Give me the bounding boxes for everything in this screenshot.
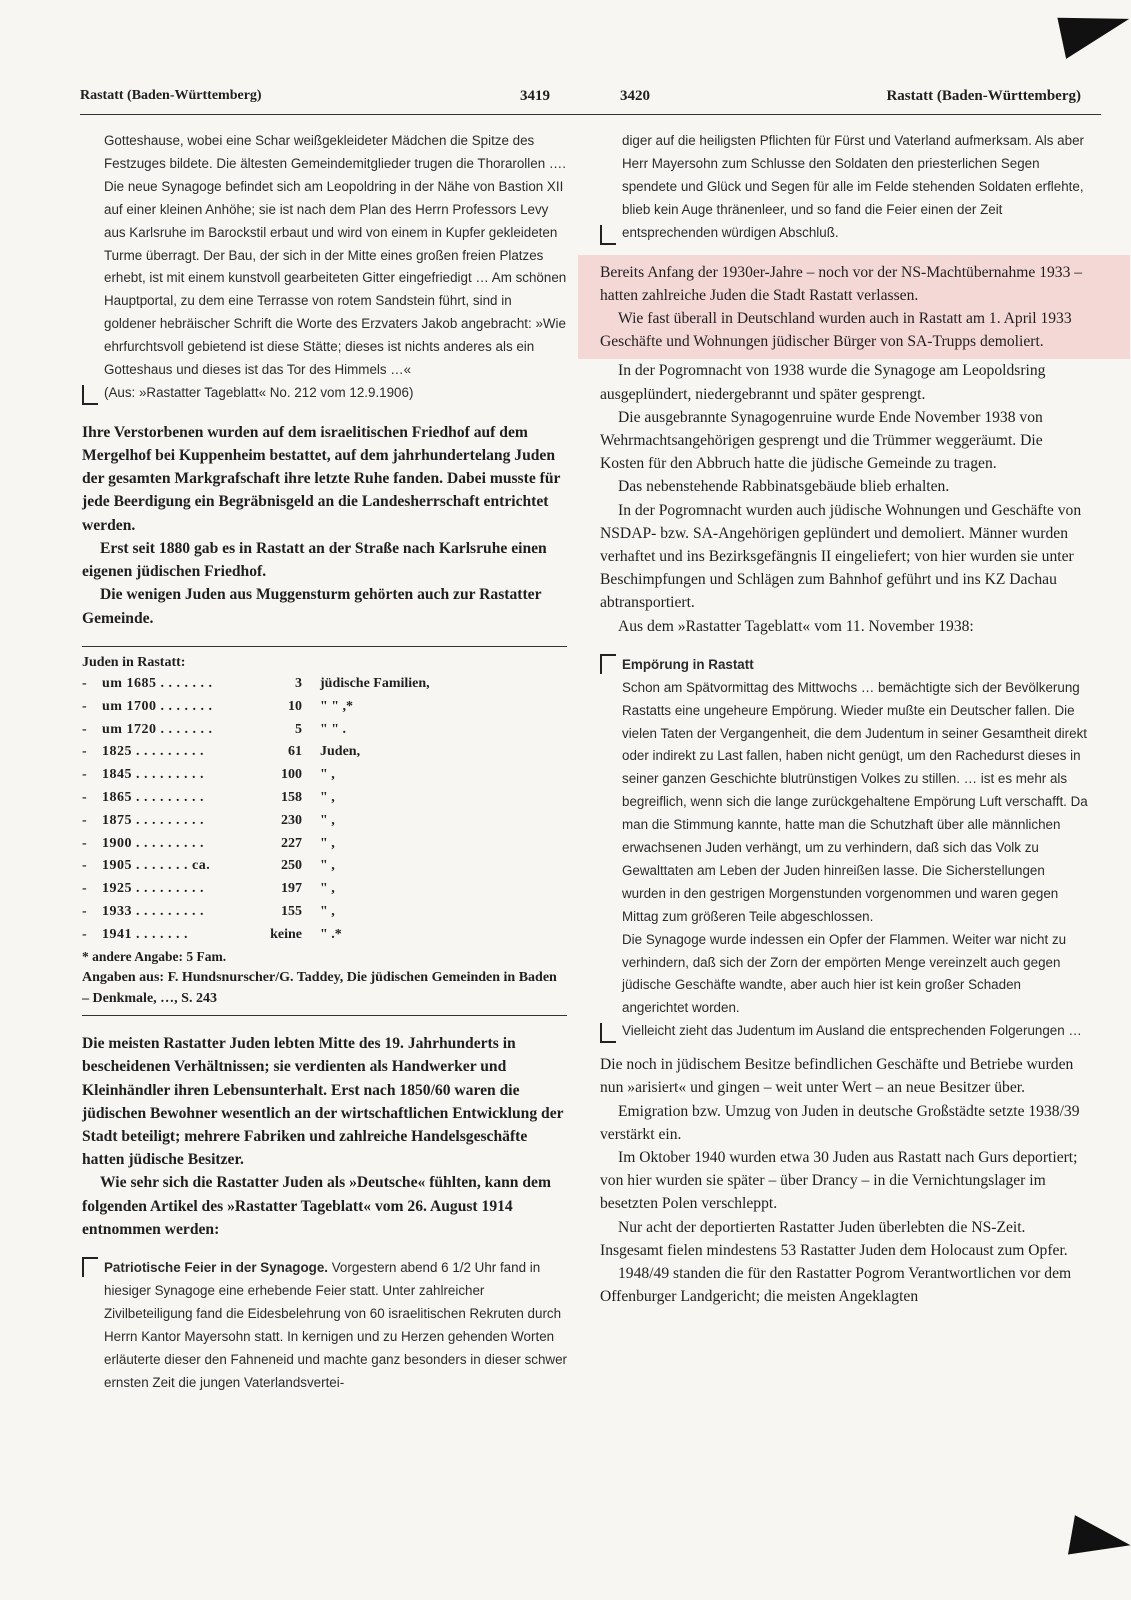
table-cell-dash: - bbox=[82, 812, 87, 828]
table-row bbox=[82, 673, 567, 696]
table-cell-value: 158 bbox=[281, 790, 302, 806]
quote-paragraph bbox=[104, 1257, 567, 1394]
body-paragraph: Die ausgebrannte Synagogenruine wurde Ende November 1938 von Wehrmachtsangehörigen gesprengt und die Trümmer weggeräumt. Die Kosten für den Abbruch hatte die jüdische Gemeinde zu tragen. bbox=[600, 408, 1043, 473]
header-rule bbox=[80, 114, 1101, 115]
pogrom-section bbox=[600, 359, 1090, 637]
table-cell-value: keine bbox=[270, 926, 302, 942]
table-cell-unit: " .* bbox=[320, 926, 342, 942]
table-cell-value: 230 bbox=[281, 812, 302, 828]
table-cell-value: 10 bbox=[288, 698, 302, 714]
table-cell-year: um 1700 . . . . . . . bbox=[102, 698, 213, 714]
table-row bbox=[82, 901, 567, 924]
table-cell-dash: - bbox=[82, 858, 87, 874]
body-paragraph: Im Oktober 1940 wurden etwa 30 Juden aus Rastatt nach Gurs deportiert; von hier wurden sie später – über Drancy – in die Vernichtungslager im besetzten Polen verschleppt. bbox=[600, 1149, 1078, 1213]
quote-paragraph: Schon am Spätvormittag des Mittwochs … bemächtigte sich der Bevölkerung Rastatts eine ungeheure Empörung. Wieder mußte ein Deutscher fallen. Die vielen Taten der Vergangenheit, die dem Judentum in seiner Gesamtheit direkt oder indirekt zu Last fallen, haben nicht genügt, um den Rachedurst dieses in seiner ganzen Geschichte blutrünstigen Volkes zu stillen. … ist es mehr als begreiflich, wenn sich die lange zurückgehaltene Empörung Luft verschafft. Da man die Stimmung kannte, hatte man die Schutzhaft über alle männlichen erwachsenen Juden verhängt, um zu verhindern, daß sich das Volk zu Gewalttaten am Leben der Juden hinreißen lasse. Die Sicherstellungen wurden in den gestrigen Morgenstunden vorgenommen und waren gegen Mittag zum größeren Teile abgeschlossen. bbox=[622, 679, 1088, 924]
table-cell-year: 1941 . . . . . . . bbox=[102, 926, 188, 942]
quote-paragraph: Vielleicht zieht das Judentum im Ausland die entsprechenden Folgerungen … bbox=[622, 1023, 1082, 1039]
body-paragraph: In der Pogromnacht wurden auch jüdische Wohnungen und Geschäfte von NSDAP- bzw. SA-Angehörigen geplündert und demoliert. Männer wurden verhaftet und ins Bezirksgefängnis II eingeliefert; von hier wurden sie unter Beschimpfungen und Schlägen zum Bahnhof geführt und ins KZ Dachau abtransportiert. bbox=[600, 501, 1082, 612]
table-cell-year: 1875 . . . . . . . . . bbox=[102, 812, 204, 828]
running-header bbox=[80, 88, 1091, 114]
quote-text: Vorgestern abend 6 1/2 Uhr fand in hiesiger Synagoge eine erhebende Feier statt. Unter zahlreicher Zivilbeteiligung fand die Eidesbelehrung von 60 israelitischen Rekruten durch Herrn Kantor Mayersohn statt. In kernigen und zu Herzen gehenden Worten erläuterte dieser den Fahneneid und machte ganz besonders in dieser schwer ernsten Zeit die jungen Vaterlandsvertei- bbox=[104, 1260, 568, 1390]
newspaper-quote-1938 bbox=[600, 654, 1090, 1043]
table-cell-unit: " , bbox=[320, 767, 335, 783]
body-paragraph: Erst seit 1880 gab es in Rastatt an der Straße nach Karlsruhe einen eigenen jüdischen Friedhof. bbox=[82, 539, 547, 581]
table-cell-dash: - bbox=[82, 676, 87, 692]
body-paragraph: Bereits Anfang der 1930er-Jahre – noch vor der NS-Machtübernahme 1933 – hatten zahlreiche Juden die Stadt Rastatt verlassen. bbox=[600, 263, 1083, 304]
body-paragraph: 1948/49 standen die für den Rastatter Pogrom Verantwortlichen vor dem Offenburger Landgericht; die meisten Angeklagten bbox=[600, 1265, 1072, 1306]
table-cell-unit: " , bbox=[320, 858, 335, 874]
header-left-title: Rastatt (Baden-Württemberg) bbox=[80, 88, 262, 103]
table-cell-year: um 1720 . . . . . . . bbox=[102, 721, 213, 737]
body-paragraph: Wie sehr sich die Rastatter Juden als »Deutsche« fühlten, kann dem folgenden Artikel des »Rastatter Tageblatt« vom 26. August 1914 entnommen werden: bbox=[82, 1174, 551, 1238]
table-cell-unit: " " ,* bbox=[320, 698, 354, 714]
table-source: Angaben aus: F. Hundsnurscher/G. Taddey, Die jüdischen Gemeinden in Baden – Denkmale, …, S. 243 bbox=[82, 970, 557, 1007]
body-paragraph: Die wenigen Juden aus Muggensturm gehörten auch zur Rastatter Gemeinde. bbox=[82, 586, 542, 627]
header-right-title: Rastatt (Baden-Württemberg) bbox=[886, 88, 1081, 104]
table-cell-unit: Juden, bbox=[320, 744, 361, 760]
table-row bbox=[82, 718, 567, 741]
table-cell-value: 3 bbox=[295, 676, 302, 692]
table-cell-year: 1933 . . . . . . . . . bbox=[102, 904, 204, 920]
table-cell-unit: jüdische Familien, bbox=[320, 676, 430, 692]
table-cell-unit: " " . bbox=[320, 721, 347, 737]
body-paragraph: Wie fast überall in Deutschland wurden auch in Rastatt am 1. April 1933 Geschäfte und Wohnungen jüdischer Bürger von SA-Trupps demoliert. bbox=[600, 309, 1072, 351]
table-cell-value: 5 bbox=[295, 721, 302, 737]
body-paragraph: Aus dem »Rastatter Tageblatt« vom 11. November 1938: bbox=[618, 617, 974, 635]
table-cell-value: 100 bbox=[281, 767, 302, 783]
table-cell-value: 61 bbox=[288, 744, 302, 760]
table-cell-value: 250 bbox=[281, 858, 302, 874]
table-cell-year: 1825 . . . . . . . . . bbox=[102, 744, 204, 760]
body-paragraph: Das nebenstehende Rabbinatsgebäude blieb erhalten. bbox=[618, 478, 950, 496]
population-table bbox=[82, 646, 567, 1017]
table-row bbox=[82, 809, 567, 832]
quote-title: Patriotische Feier in der Synagoge. bbox=[104, 1260, 328, 1276]
table-cell-dash: - bbox=[82, 835, 87, 851]
table-title: Juden in Rastatt: bbox=[82, 654, 186, 670]
table-cell-year: 1900 . . . . . . . . . bbox=[102, 835, 204, 851]
table-rows bbox=[82, 673, 567, 947]
quote-paragraph: Gotteshause, wobei eine Schar weißgekleideter Mädchen die Spitze des Festzuges bildete. Die ältesten Gemeindemitglieder trugen die Thorarollen …. bbox=[104, 133, 566, 171]
table-row bbox=[82, 855, 567, 878]
table-cell-unit: " , bbox=[320, 904, 335, 920]
quote-bracket bbox=[600, 1023, 616, 1043]
table-cell-year: um 1685 . . . . . . . bbox=[102, 676, 213, 692]
table-row bbox=[82, 764, 567, 787]
highlighted-passage bbox=[578, 255, 1130, 360]
table-cell-dash: - bbox=[82, 790, 87, 806]
table-cell-dash: - bbox=[82, 744, 87, 760]
body-paragraph: Emigration bzw. Umzug von Juden in deutsche Großstädte setzte 1938/39 verstärkt ein. bbox=[600, 1102, 1080, 1143]
table-row bbox=[82, 696, 567, 719]
table-cell-dash: - bbox=[82, 767, 87, 783]
table-cell-value: 155 bbox=[281, 904, 302, 920]
table-footnote: * andere Angabe: 5 Fam. bbox=[82, 949, 227, 965]
table-cell-dash: - bbox=[82, 698, 87, 714]
quote-paragraph: diger auf die heiligsten Pflichten für Fürst und Vaterland aufmerksam. Als aber Herr Mayersohn zum Schlusse den Soldaten den priesterlichen Segen spendete und Glück und Segen für alle im Felde stehenden Soldaten erflehte, blieb kein Auge thränenleer, und so fand die Feier einen der Zeit entsprechenden würdigen Abschluß. bbox=[622, 133, 1084, 240]
body-paragraph: Die noch in jüdischem Besitze befindlichen Geschäfte und Betriebe wurden nun »arisiert« und gingen – weit unter Wert – an neue Besitzer über. bbox=[600, 1056, 1074, 1097]
body-paragraph: Nur acht der deportierten Rastatter Juden überlebten die NS-Zeit. Insgesamt fielen mindestens 53 Rastatter Juden dem Holocaust zum Opfer. bbox=[600, 1218, 1068, 1259]
cemetery-section bbox=[82, 421, 567, 630]
quote-bracket bbox=[600, 654, 616, 674]
table-row bbox=[82, 878, 567, 901]
table-cell-year: 1925 . . . . . . . . . bbox=[102, 881, 204, 897]
corner-marker-top bbox=[1057, 3, 1131, 59]
quote-title: Empörung in Rastatt bbox=[622, 656, 754, 672]
table-row bbox=[82, 923, 567, 946]
quote-citation: (Aus: »Rastatter Tageblatt« No. 212 vom 12.9.1906) bbox=[104, 384, 414, 400]
newspaper-quote-1914 bbox=[82, 1257, 567, 1394]
table-cell-unit: " , bbox=[320, 881, 335, 897]
quote-bracket bbox=[82, 1257, 98, 1277]
quote-paragraph: Die neue Synagoge befindet sich am Leopoldring in der Nähe von Bastion XII auf einer kleinen Anhöhe; sie ist nach dem Plan des Herrn Professors Levy aus Karlsruhe im Barockstil erbaut und wird von einem in Kupfer gekleideten Turme überragt. Der Bau, der sich in der Mitte eines großen freien Platzes erhebt, ist mit einem kunstvoll gearbeiteten Gitter eingefriedigt … Am schönen Hauptportal, zu dem eine Terrasse von rotem Sandstein führt, sind in goldener hebräischer Schrift die Worte des Erzvaters Jakob angebracht: »Wie ehrfurchtsvoll gebietend ist diese Stätte; dieses ist nichts anderes als ein Gotteshaus und dieses ist das Tor des Himmels …« bbox=[104, 178, 567, 378]
page-number-left: 3419 bbox=[520, 88, 550, 104]
table-cell-value: 197 bbox=[281, 881, 302, 897]
corner-marker-bottom bbox=[1068, 1515, 1131, 1565]
table-cell-dash: - bbox=[82, 904, 87, 920]
table-cell-dash: - bbox=[82, 926, 87, 942]
body-paragraph: In der Pogromnacht von 1938 wurde die Synagoge am Leopoldsring ausgeplündert, niedergebrannt und später gesprengt. bbox=[600, 362, 1046, 403]
newspaper-quote-1914-continued bbox=[600, 130, 1090, 245]
table-cell-dash: - bbox=[82, 881, 87, 897]
table-cell-year: 1845 . . . . . . . . . bbox=[102, 767, 204, 783]
economy-section bbox=[82, 1032, 567, 1241]
table-cell-dash: - bbox=[82, 721, 87, 737]
table-cell-unit: " , bbox=[320, 835, 335, 851]
body-paragraph: Ihre Verstorbenen wurden auf dem israelitischen Friedhof auf dem Mergelhof bei Kuppenheim bestattet, auf dem jahrhundertelang Juden der gesamten Markgrafschaft ihre letzte Ruhe fanden. Dabei musste für jede Beerdigung ein Begräbnisgeld an die Landesherrschaft entrichtet werden. bbox=[82, 423, 561, 534]
table-cell-year: 1865 . . . . . . . . . bbox=[102, 790, 204, 806]
table-row bbox=[82, 832, 567, 855]
quote-paragraph: Die Synagoge wurde indessen ein Opfer der Flammen. Weiter war nicht zu verhindern, daß sich der Zorn der empörten Menge vereinzelt auch gegen jüdische Geschäfte wandte, aber auch hier ist kein großer Schaden angerichtet worden. bbox=[622, 931, 1067, 1016]
quote-bracket bbox=[82, 385, 98, 405]
page-number-right: 3420 bbox=[620, 88, 650, 104]
table-row bbox=[82, 741, 567, 764]
quote-bracket bbox=[600, 225, 616, 245]
left-column bbox=[82, 130, 567, 1395]
table-cell-unit: " , bbox=[320, 790, 335, 806]
table-row bbox=[82, 787, 567, 810]
table-cell-value: 227 bbox=[281, 835, 302, 851]
aftermath-section bbox=[600, 1053, 1090, 1308]
table-cell-unit: " , bbox=[320, 812, 335, 828]
body-paragraph: Die meisten Rastatter Juden lebten Mitte des 19. Jahrhunderts in bescheidenen Verhältnissen; sie verdienten als Handwerker und Kleinhändler ihren Lebensunterhalt. Erst nach 1850/60 waren die jüdischen Bewohner wesentlich an der wirtschaftlichen Entwicklung der Stadt beteiligt; mehrere Fabriken und zahlreiche Handelsgeschäfte hatten jüdische Besitzer. bbox=[82, 1035, 564, 1169]
right-column bbox=[600, 130, 1090, 1308]
newspaper-quote-1906 bbox=[82, 130, 567, 405]
table-cell-year: 1905 . . . . . . . ca. bbox=[102, 858, 211, 874]
